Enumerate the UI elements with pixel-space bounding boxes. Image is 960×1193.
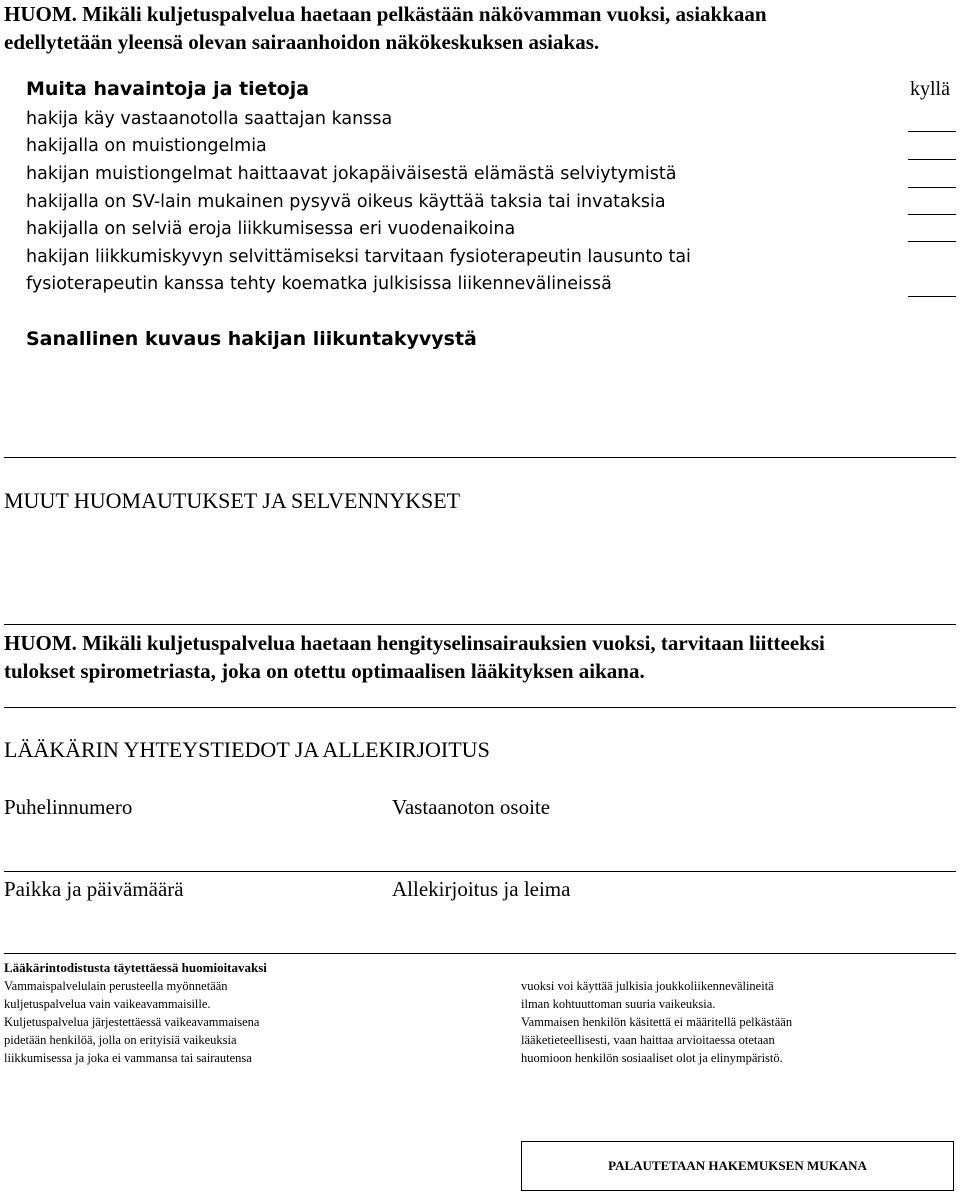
notice-bottom <box>4 629 825 685</box>
notice-top-line-1: HUOM. Mikäli kuljetuspalvelua haetaan pelkästään näkövamman vuoksi, asiakkaan <box>4 2 767 26</box>
clinic-address-label: Vastaanoton osoite <box>392 795 551 819</box>
place-date-label: Paikka ja päivämäärä <box>4 877 184 901</box>
observation-item-3: hakijan muistiongelmat haittaavat jokapäiväisestä elämästä selviytymistä <box>26 164 677 184</box>
observation-4-answer-line[interactable] <box>908 214 956 215</box>
observation-5-answer-line[interactable] <box>908 241 956 242</box>
guidance-left-line: Kuljetuspalvelua järjestettäessä vaikeavammaisena <box>4 1015 260 1029</box>
notice-bottom-line-1: HUOM. Mikäli kuljetuspalvelua haetaan hengityselinsairauksien vuoksi, tarvitaan liitteeksi <box>4 631 825 655</box>
observations-heading: Muita havaintoja ja tietoja <box>26 78 310 100</box>
observation-item-4: hakijalla on SV-lain mukainen pysyvä oikeus käyttää taksia tai invataksia <box>26 192 666 212</box>
observation-3-answer-line[interactable] <box>908 187 956 188</box>
notice-top-line-2: edellytetään yleensä olevan sairaanhoidon näkökeskuksen asiakas. <box>4 30 600 54</box>
notice-top <box>4 0 767 56</box>
guidance-left-line: liikkumisessa ja joka ei vammansa tai sairautensa <box>4 1051 252 1065</box>
guidance-left-line: pidetään henkilöä, jolla on erityisiä vaikeuksia <box>4 1033 237 1047</box>
doctor-contact-heading: LÄÄKÄRIN YHTEYSTIEDOT JA ALLEKIRJOITUS <box>4 737 490 762</box>
other-remarks-answer-line[interactable] <box>4 624 956 625</box>
guidance-right-line: huomioon henkilön sosiaaliset olot ja elinympäristö. <box>521 1051 783 1065</box>
signature-stamp-label: Allekirjoitus ja leima <box>392 877 571 901</box>
notice-bottom-line-2: tulokset spirometriasta, joka on otettu optimaalisen lääkityksen aikana. <box>4 659 645 683</box>
observation-1-answer-line[interactable] <box>908 131 956 132</box>
place-signature-answer-line[interactable] <box>4 953 956 954</box>
return-with-application-box <box>521 1141 954 1191</box>
guidance-right-line: vuoksi voi käyttää julkisia joukkoliikennevälineitä <box>521 979 774 993</box>
observation-item-6: hakijan liikkumiskyvyn selvittämiseksi tarvitaan fysioterapeutin lausunto tai <box>26 247 691 267</box>
observation-item-6-continued: fysioterapeutin kanssa tehty koematka julkisissa liikennevälineissä <box>26 274 612 294</box>
yes-column-label: kyllä <box>910 78 950 100</box>
notice-divider <box>4 707 956 708</box>
guidance-right-column <box>521 977 792 1067</box>
observation-item-2: hakijalla on muistiongelmia <box>26 136 267 156</box>
verbal-description-answer-line[interactable] <box>4 457 956 458</box>
observation-6-answer-line[interactable] <box>908 296 956 297</box>
guidance-right-line: Vammaisen henkilön käsitettä ei määritellä pelkästään <box>521 1015 793 1029</box>
phone-address-answer-line[interactable] <box>4 871 956 872</box>
guidance-heading: Lääkärintodistusta täytettäessä huomioitavaksi <box>4 960 267 975</box>
guidance-left-line: Vammaispalvelulain perusteella myönnetään <box>4 979 228 993</box>
guidance-left-line: kuljetuspalvelua vain vaikeavammaisille. <box>4 997 211 1011</box>
guidance-right-line: ilman kohtuuttoman suuria vaikeuksia. <box>521 997 716 1011</box>
guidance-left-column <box>4 977 259 1067</box>
observation-2-answer-line[interactable] <box>908 159 956 160</box>
guidance-right-line: lääketieteellisesti, vaan haittaa arvioitaessa otetaan <box>521 1033 775 1047</box>
observation-item-1: hakija käy vastaanotolla saattajan kanssa <box>26 109 393 129</box>
observation-item-5: hakijalla on selviä eroja liikkumisessa eri vuodenaikoina <box>26 219 516 239</box>
verbal-description-heading: Sanallinen kuvaus hakijan liikuntakyvystä <box>26 328 477 350</box>
other-remarks-heading: MUUT HUOMAUTUKSET JA SELVENNYKSET <box>4 488 461 513</box>
return-with-application-label: PALAUTETAAN HAKEMUKSEN MUKANA <box>608 1158 867 1173</box>
phone-number-label: Puhelinnumero <box>4 795 133 819</box>
